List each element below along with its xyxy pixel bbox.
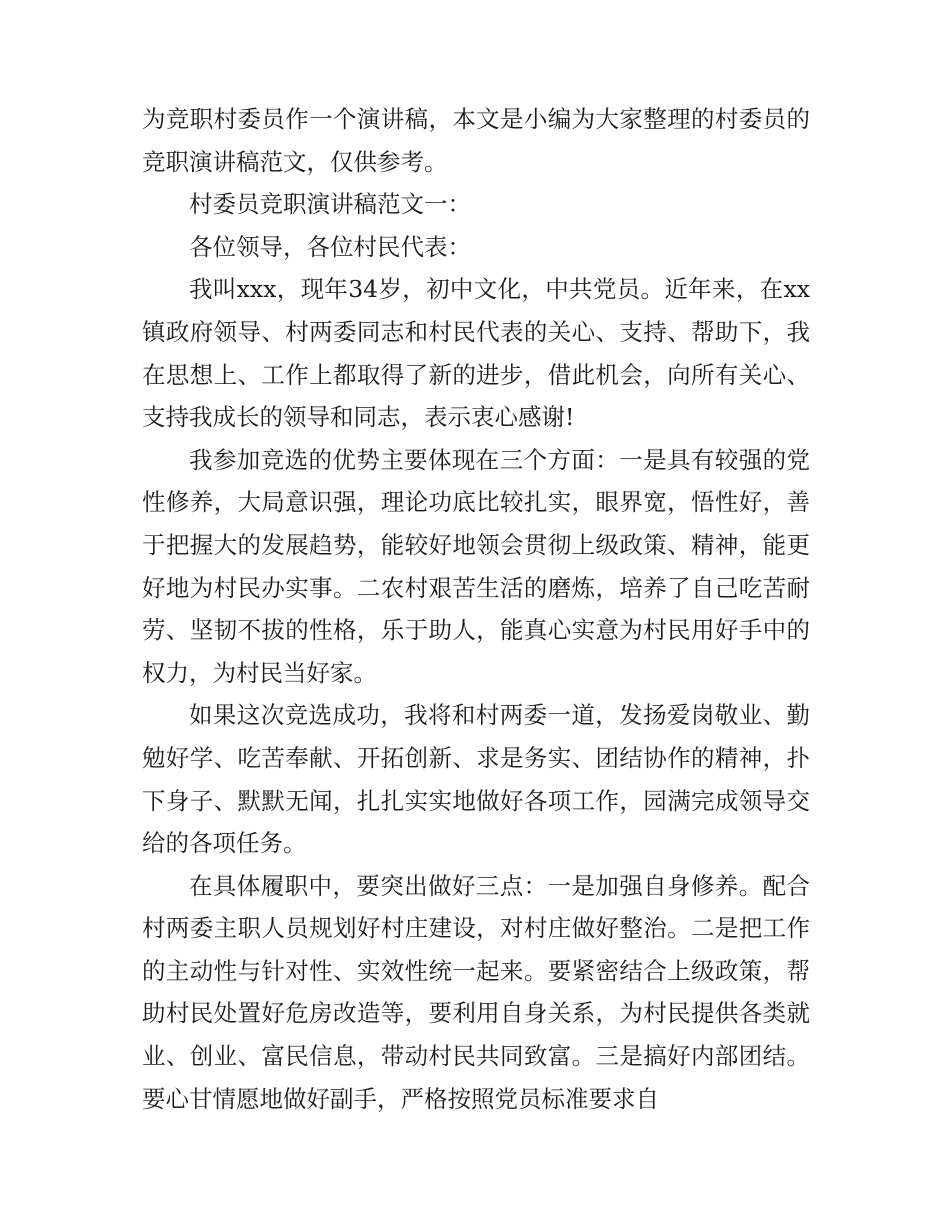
salutation: 各位领导，各位村民代表：	[189, 232, 471, 261]
body-paragraph: 如果这次竞选成功，我将和村两委一道，发扬爱岗敬业、勤勉好学、吃苦奉献、开拓创新、求是务实、团结协作的精神，扑下身子、默默无闻，扎扎实实地做好各项工作，园满完成领导交给的各项任务。	[142, 701, 810, 858]
section-heading: 村委员竞职演讲稿范文一：	[189, 190, 471, 219]
intro-paragraph: 为竞职村委员作一个演讲稿，本文是小编为大家整理的村委员的竞职演讲稿范文，仅供参考。	[142, 105, 810, 176]
document-body	[142, 98, 810, 1120]
body-paragraph: 我参加竞选的优势主要体现在三个方面：一是具有较强的党性修养，大局意识强，理论功底比较扎实，眼界宽，悟性好，善于把握大的发展趋势，能较好地领会贯彻上级政策、精神，能更好地为村民办实事。二农村艰苦生活的磨炼，培养了自己吃苦耐劳、坚韧不拔的性格，乐于助人，能真心实意为村民用好手中的权力，为村民当好家。	[142, 445, 810, 687]
body-paragraph: 在具体履职中，要突出做好三点：一是加强自身修养。配合村两委主职人员规划好村庄建设，对村庄做好整治。二是把工作的主动性与针对性、实效性统一起来。要紧密结合上级政策，帮助村民处置好危房改造等，要利用自身关系，为村民提供各类就业、创业、富民信息，带动村民共同致富。三是搞好内部团结。要心甘情愿地做好副手，严格按照党员标准要求自	[142, 871, 810, 1113]
body-paragraph: 我叫xxx，现年34岁，初中文化，中共党员。近年来，在xx镇政府领导、村两委同志和村民代表的关心、支持、帮助下，我在思想上、工作上都取得了新的进步，借此机会，向所有关心、支持我成长的领导和同志，表示衷心感谢!	[142, 275, 810, 432]
